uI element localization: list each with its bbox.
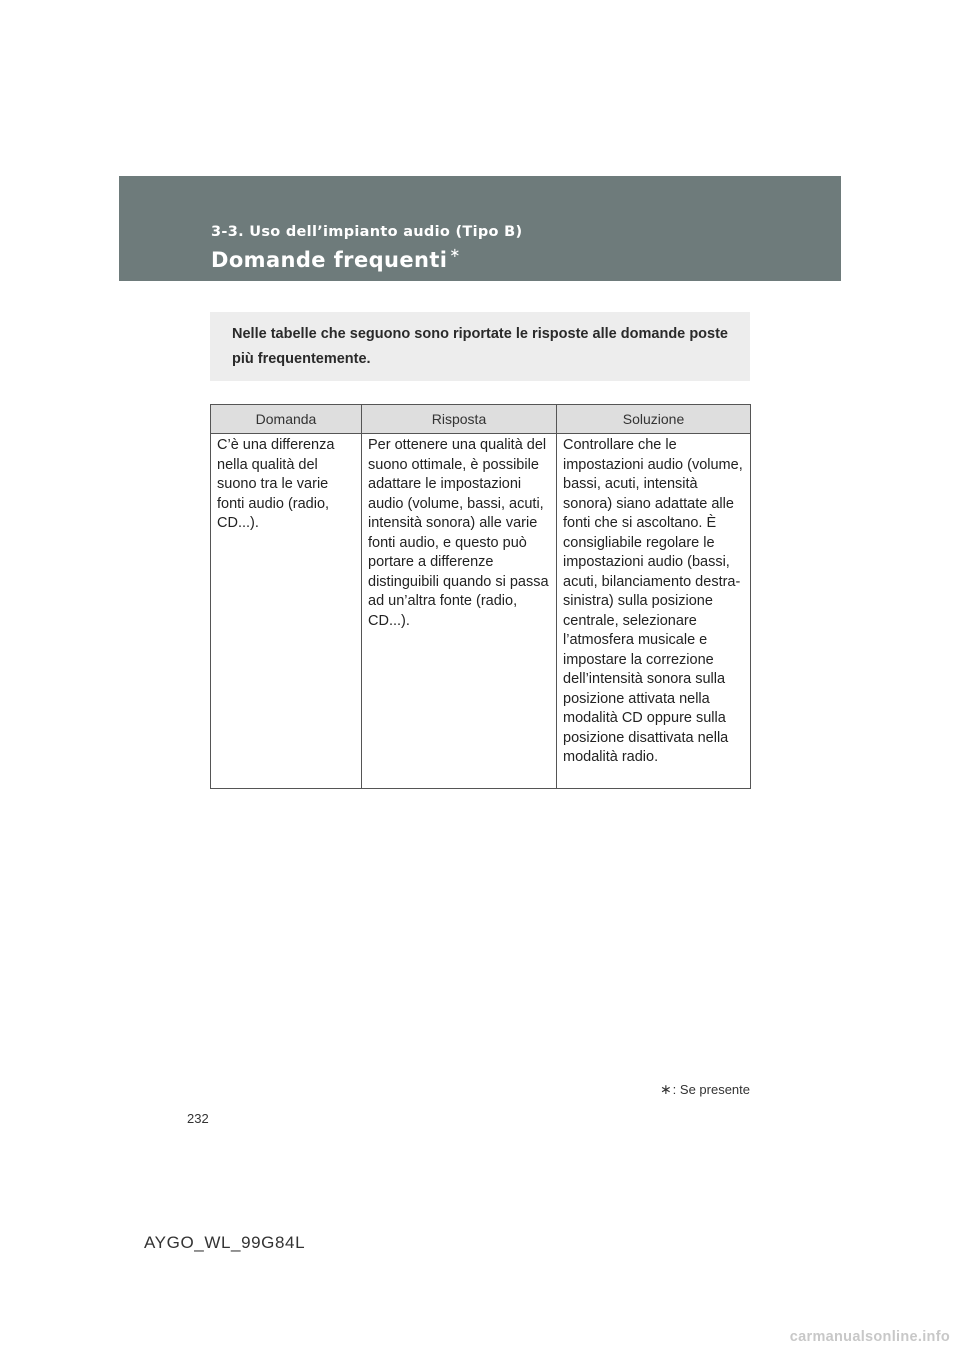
- intro-text: Nelle tabelle che seguono sono riportate le risposte alle domande poste più frequentemente.: [232, 326, 728, 367]
- cell-risposta: Per ottenere una qualità del suono ottimale, è possibile adattare le impostazioni audio (volume, bassi, acuti, intensità sonora) alle varie fonti audio, e questo può portare a differenze distinguibili quando si passa ad un’altra fonte (radio, CD...).: [362, 434, 557, 789]
- footnote-mark: ∗: [659, 1081, 672, 1097]
- cell-domanda: C’è una differenza nella qualità del suono tra le varie fonti audio (radio, CD...).: [211, 434, 362, 789]
- document-code: AYGO_WL_99G84L: [144, 1233, 306, 1252]
- header-soluzione: Soluzione: [557, 405, 751, 434]
- cell-soluzione: Controllare che le impostazioni audio (volume, bassi, acuti, intensità sonora) siano adattate alle fonti che si ascoltano. È consigliabile regolare le impostazioni audio (bassi, acuti, bilanciamento destra-sinistra) sulla posizione centrale, selezionare l’atmosfera musicale e impostare la correzione dell’intensità sonora sulla posizione attivata nella modalità CD oppure sulla posizione disattivata nella modalità radio.: [557, 434, 751, 789]
- section-label: 3-3. Uso dell’impianto audio (Tipo B): [211, 224, 523, 240]
- header-band: [119, 176, 841, 281]
- title-footnote-mark: ∗: [449, 246, 461, 261]
- page-title: [211, 248, 461, 272]
- page-title-text: Domande frequenti: [211, 248, 448, 272]
- header-risposta: Risposta: [362, 405, 557, 434]
- footnote-text: : Se presente: [672, 1082, 750, 1097]
- faq-table: [210, 404, 751, 789]
- watermark-text: carmanualsonline.info: [789, 1329, 950, 1345]
- intro-box: [210, 312, 750, 381]
- table-row: [211, 434, 751, 789]
- footnote: [660, 1081, 750, 1098]
- header-domanda: Domanda: [211, 405, 362, 434]
- table-header-row: [211, 405, 751, 434]
- page-number: 232: [187, 1111, 209, 1126]
